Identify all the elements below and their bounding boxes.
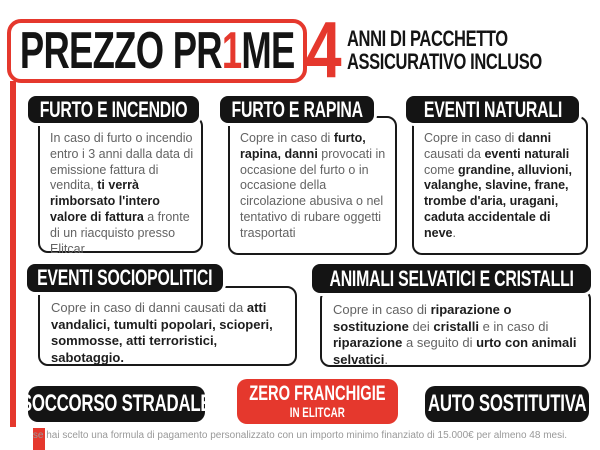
subtitle-line-1: ANNI DI PACCHETTO [347, 26, 508, 51]
years-number: 4 [306, 5, 342, 94]
card-title-furto-incendio: FURTO E INCENDIO [28, 96, 199, 123]
pill-zero-franchigie [237, 379, 398, 424]
title-accent-digit: 1 [221, 22, 242, 80]
card-title-furto-rapina: FURTO E RAPINA [220, 96, 374, 123]
card-title-eventi-sociopolitici: EVENTI SOCIOPOLITICI [27, 264, 223, 292]
pill-auto-sostitutiva: AUTO SOSTITUTIVA [425, 386, 589, 422]
zero-franchigie-line-1: ZERO FRANCHIGIE [249, 382, 386, 405]
zero-franchigie-line-2: IN ELITCAR [290, 404, 345, 420]
page-title: PREZZO PR1ME [19, 22, 295, 80]
left-red-line [10, 81, 16, 427]
card-body-eventi-naturali: Copre in caso di danni causati da eventi naturali come grandine, alluvioni, valanghe, slavine, frane, trombe d'aria, uragani, caduta accidentale di neve. [412, 116, 588, 255]
subtitle-line-2: ASSICURATIVO INCLUSO [347, 49, 542, 74]
card-body-furto-rapina: Copre in caso di furto, rapina, danni provocati in occasione del furto o in occasione della circolazione abusiva o nel tentativo di rubare oggetti trasportati [228, 116, 397, 255]
title-box [7, 19, 307, 83]
footnote: se hai scelto una formula di pagamento personalizzato con un importo minimo finanziato di 15.000€ per almeno 48 mesi. [32, 430, 568, 441]
package-subtitle [347, 27, 600, 73]
card-body-eventi-sociopolitici: Copre in caso di danni causati da atti vandalici, tumulti popolari, scioperi, sommosse, atti terroristici, sabotaggio. [38, 286, 297, 366]
pill-soccorso-stradale: SOCCORSO STRADALE [28, 386, 205, 422]
card-title-eventi-naturali: EVENTI NATURALI [406, 96, 579, 123]
card-title-animali-selvatici-cristalli: ANIMALI SELVATICI E CRISTALLI [312, 264, 591, 293]
card-body-furto-incendio: In caso di furto o incendio entro i 3 anni dalla data di emissione fattura di vendita, ti verrà rimborsato l'intero valore di fattura a fronte di un riacquisto presso Elitcar [38, 116, 203, 253]
card-body-animali-selvatici-cristalli: Copre in caso di riparazione o sostituzione dei cristalli e in caso di riparazione a seguito di urto con animali selvatici. [320, 289, 591, 367]
